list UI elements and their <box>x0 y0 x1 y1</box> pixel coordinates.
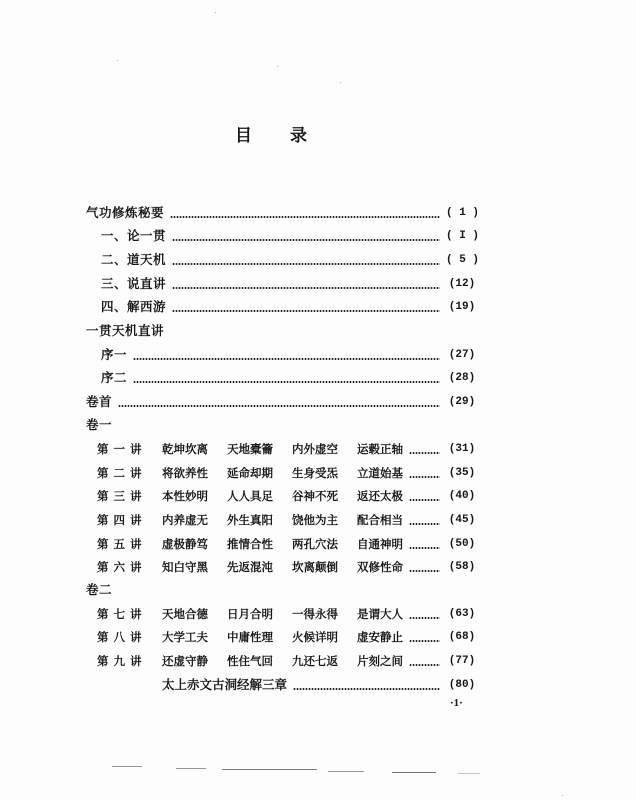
lecture-entry <box>97 559 478 575</box>
lecture-entry <box>97 441 478 457</box>
dot-leader <box>409 566 440 572</box>
page-ref: (40) <box>448 490 476 502</box>
lecture-phrase: 片刻之间 <box>357 654 403 668</box>
toc-label: 序一 <box>101 347 128 362</box>
lecture-label: 第二讲 <box>97 466 147 480</box>
page-ref: ( I ) <box>446 230 480 242</box>
lecture-phrase: 虚安静止 <box>357 630 403 644</box>
lecture-phrase: 人人具足 <box>227 489 273 503</box>
dot-leader <box>409 448 440 454</box>
toc-label: 一、论一贯 <box>101 228 167 243</box>
lecture-label: 第七讲 <box>97 607 147 621</box>
scan-artifact <box>277 66 278 67</box>
lecture-entry <box>97 606 478 622</box>
toc-entry-appendix <box>162 677 478 693</box>
toc-label: 四、解西游 <box>101 299 167 314</box>
lecture-phrase: 将欲养性 <box>162 466 208 480</box>
scan-artifact <box>562 795 563 796</box>
lecture-phrase: 日月合明 <box>227 607 273 621</box>
lecture-label: 第八讲 <box>97 630 147 644</box>
dot-leader <box>409 495 440 501</box>
dot-leader <box>172 283 440 289</box>
toc-label: 二、道天机 <box>101 252 167 267</box>
page-ref: (12) <box>448 278 476 290</box>
scan-artifact <box>112 766 142 767</box>
lecture-label: 第三讲 <box>97 489 147 503</box>
scan-artifact <box>458 773 480 774</box>
page-ref: (31) <box>448 443 476 455</box>
lecture-phrase: 本性妙明 <box>162 489 208 503</box>
lecture-phrase: 延命却期 <box>227 466 273 480</box>
dot-leader <box>409 543 440 549</box>
page-ref: (45) <box>448 514 476 526</box>
toc-heading: 卷一 <box>86 417 113 432</box>
dot-leader <box>118 401 440 407</box>
lecture-label: 第一讲 <box>97 442 147 456</box>
scan-artifact <box>176 768 206 769</box>
toc-label: 序二 <box>101 370 128 385</box>
page-ref: (50) <box>448 538 476 550</box>
toc-entry-juan2 <box>86 582 478 598</box>
dot-leader <box>293 684 440 690</box>
toc-entry <box>101 347 478 363</box>
dot-leader <box>172 259 440 265</box>
toc-heading: 卷首 <box>86 394 113 409</box>
lecture-phrase: 推情合性 <box>227 537 273 551</box>
dot-leader <box>172 306 440 312</box>
lecture-phrase: 立道始基 <box>357 466 403 480</box>
page-ref: (28) <box>448 372 476 384</box>
lecture-phrase: 双修性命 <box>357 560 403 574</box>
page-ref: ( 1 ) <box>446 207 480 219</box>
page-ref: (27) <box>448 349 476 361</box>
toc-entry <box>101 252 478 268</box>
lecture-phrase: 天地橐籥 <box>227 442 273 456</box>
lecture-phrase: 运毂正轴 <box>357 442 403 456</box>
lecture-phrase: 九还七返 <box>292 654 338 668</box>
lecture-label: 第六讲 <box>97 560 147 574</box>
toc-entry <box>101 299 478 315</box>
lecture-phrase: 外生真阳 <box>227 513 273 527</box>
lecture-phrase: 天地合德 <box>162 607 208 621</box>
toc-label: 太上赤文古洞经解三章 <box>162 677 288 692</box>
scan-artifact <box>117 60 118 61</box>
toc-heading: 卷二 <box>86 582 113 597</box>
dot-leader <box>409 636 440 642</box>
lecture-phrase: 饶他为主 <box>292 513 338 527</box>
page-ref: ( 5 ) <box>446 254 480 266</box>
lecture-label: 第五讲 <box>97 537 147 551</box>
scan-artifact <box>392 772 436 773</box>
dot-leader <box>133 377 440 383</box>
lecture-phrase: 坎离颠倒 <box>292 560 338 574</box>
toc-entry <box>101 276 478 292</box>
scan-artifact <box>340 82 341 83</box>
lecture-phrase: 两孔穴法 <box>292 537 338 551</box>
lecture-label: 第九讲 <box>97 654 147 668</box>
toc-entry-part2 <box>86 323 478 339</box>
scan-artifact <box>215 12 216 13</box>
page-title: 目录 <box>235 126 345 146</box>
lecture-entry <box>97 536 478 552</box>
lecture-phrase: 内养虚无 <box>162 513 208 527</box>
toc-entry-juanshou <box>86 394 478 410</box>
lecture-phrase: 一得永得 <box>292 607 338 621</box>
lecture-phrase: 是谓大人 <box>357 607 403 621</box>
toc-label: 三、说直讲 <box>101 276 167 291</box>
lecture-phrase: 还虚守静 <box>162 654 208 668</box>
lecture-phrase: 虚极静笃 <box>162 537 208 551</box>
lecture-entry <box>97 629 478 645</box>
lecture-entry <box>97 488 478 504</box>
dot-leader <box>170 212 440 218</box>
lecture-phrase: 中庸性理 <box>227 630 273 644</box>
dot-leader <box>409 519 440 525</box>
page-ref: (68) <box>448 631 476 643</box>
lecture-label: 第四讲 <box>97 513 147 527</box>
toc-heading: 一贯天机直讲 <box>86 323 165 338</box>
page-number: ·1· <box>450 697 463 709</box>
lecture-entry <box>97 512 478 528</box>
dot-leader <box>409 660 440 666</box>
lecture-phrase: 火候详明 <box>292 630 338 644</box>
lecture-phrase: 先返混沌 <box>227 560 273 574</box>
lecture-entry <box>97 653 478 669</box>
lecture-phrase: 自通神明 <box>357 537 403 551</box>
lecture-phrase: 性住气回 <box>227 654 273 668</box>
scan-artifact <box>328 771 364 772</box>
page-ref: (29) <box>448 396 476 408</box>
lecture-phrase: 返还太极 <box>357 489 403 503</box>
lecture-phrase: 知白守黑 <box>162 560 208 574</box>
lecture-phrase: 配合相当 <box>357 513 403 527</box>
dot-leader <box>409 472 440 478</box>
page-ref: (35) <box>448 467 476 479</box>
lecture-phrase: 生身受炁 <box>292 466 338 480</box>
toc-entry <box>101 370 478 386</box>
page-ref: (19) <box>448 301 476 313</box>
scan-artifact <box>222 769 317 770</box>
dot-leader <box>172 235 440 241</box>
dot-leader <box>409 613 440 619</box>
lecture-phrase: 乾坤坎离 <box>162 442 208 456</box>
page-ref: (58) <box>448 561 476 573</box>
toc-entry <box>101 228 478 244</box>
toc-entry-juan1 <box>86 417 478 433</box>
toc-entry-part1 <box>86 205 478 221</box>
lecture-entry <box>97 465 478 481</box>
lecture-phrase: 内外虚空 <box>292 442 338 456</box>
dot-leader <box>133 354 440 360</box>
toc-heading: 气功修炼秘要 <box>86 205 165 220</box>
page-ref: (77) <box>448 655 476 667</box>
page-ref: (63) <box>448 608 476 620</box>
lecture-phrase: 大学工夫 <box>162 630 208 644</box>
page-ref: (80) <box>448 679 476 691</box>
lecture-phrase: 谷神不死 <box>292 489 338 503</box>
